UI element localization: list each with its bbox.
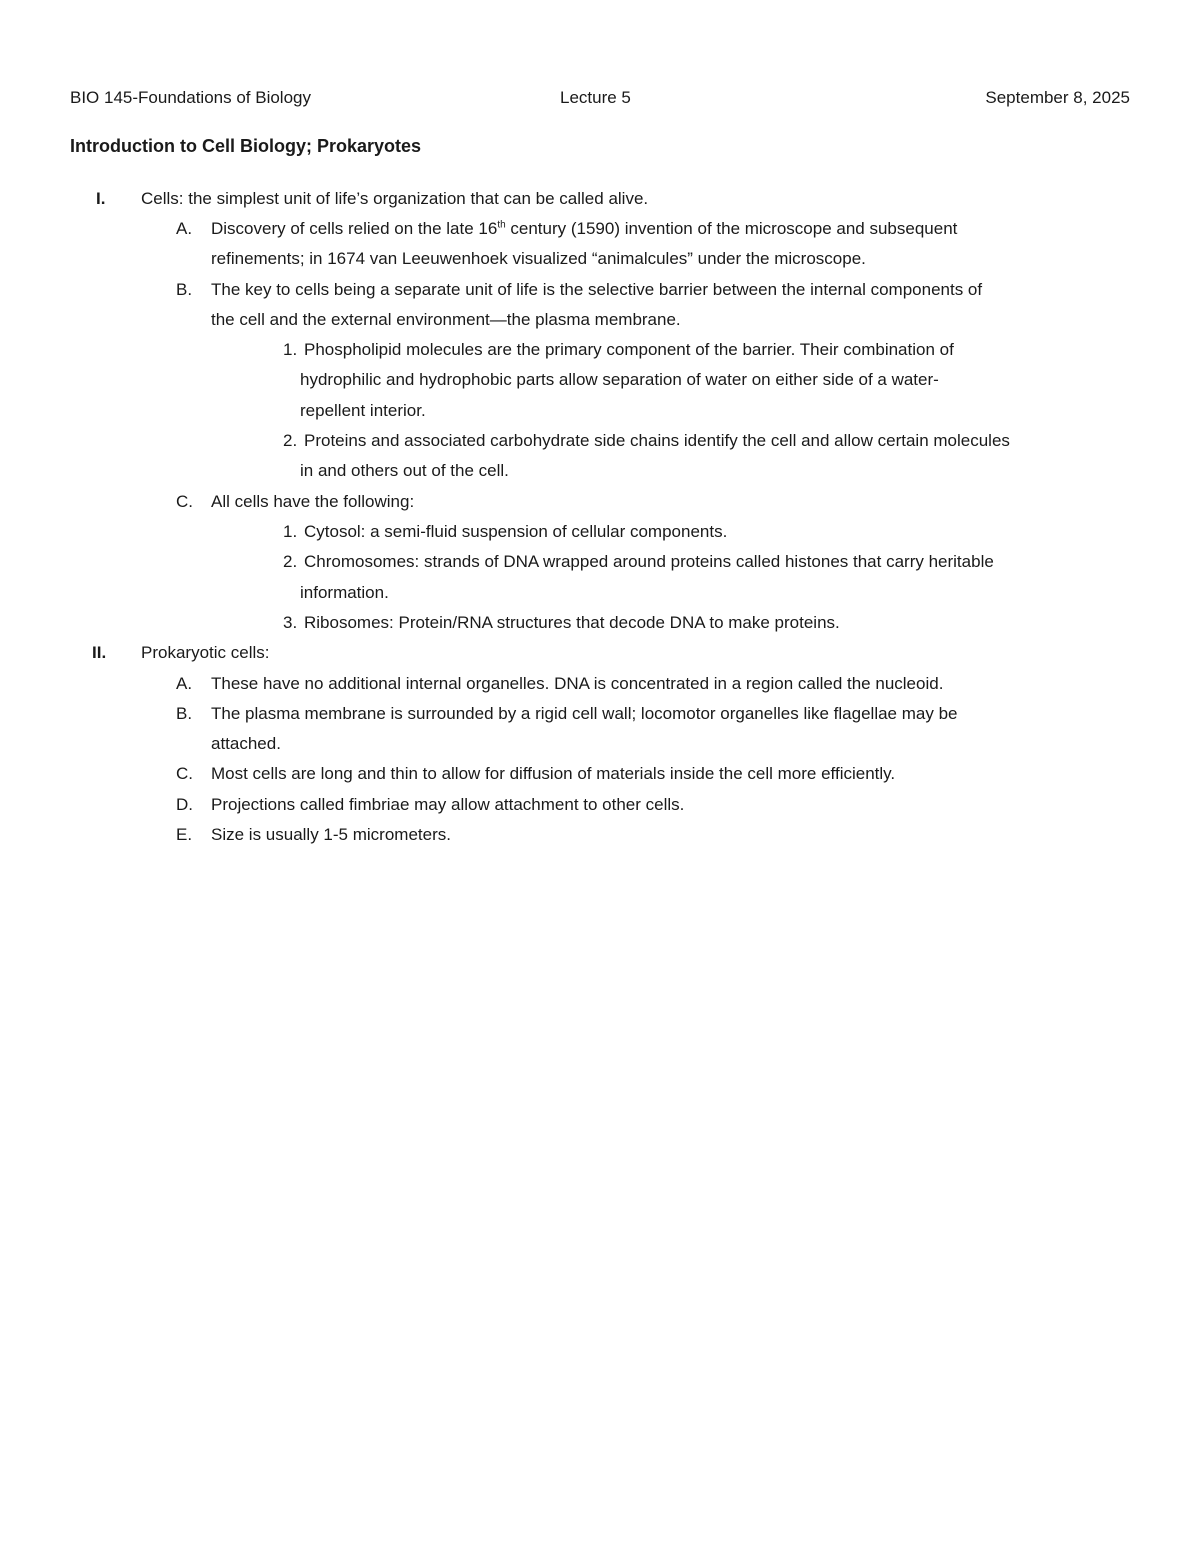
subitem-marker: 1. (283, 340, 298, 359)
document-title: Introduction to Cell Biology; Prokaryotes (70, 136, 422, 156)
list-item-line: Cytosol: a semi-fluid suspension of cellular components. (304, 522, 728, 541)
item-marker: D. (176, 795, 193, 814)
item-marker: B. (176, 280, 193, 299)
document-header (70, 88, 1130, 112)
list-item-line: Size is usually 1-5 micrometers. (211, 825, 451, 844)
list-item-line: The plasma membrane is surrounded by a rigid cell wall; locomotor organelles like flagellae may be (211, 704, 958, 723)
section-heading: Cells: the simplest unit of life’s organization that can be called alive. (141, 189, 649, 208)
list-item-line: repellent interior. (300, 401, 426, 420)
section-marker: II. (92, 643, 107, 662)
subitem-marker: 1. (283, 522, 298, 541)
lecture-number: Lecture 5 (560, 88, 631, 107)
list-item-line: in and others out of the cell. (300, 461, 509, 480)
item-marker: E. (176, 825, 193, 844)
list-item-text: Discovery of cells relied on the late 16 (211, 219, 498, 238)
list-item-line: Projections called fimbriae may allow attachment to other cells. (211, 795, 685, 814)
list-item-line: Proteins and associated carbohydrate side chains identify the cell and allow certain molecules (304, 431, 1010, 450)
item-marker: B. (176, 704, 193, 723)
list-item-line: Ribosomes: Protein/RNA structures that decode DNA to make proteins. (304, 613, 840, 632)
list-item-line: Phospholipid molecules are the primary component of the barrier. Their combination of (304, 340, 954, 359)
item-marker: C. (176, 492, 193, 511)
list-item-line: The key to cells being a separate unit of life is the selective barrier between the internal components of (211, 280, 983, 299)
list-item-text: century (1590) invention of the microscope and subsequent (505, 219, 958, 238)
lecture-date: September 8, 2025 (985, 88, 1130, 107)
list-item-line: Chromosomes: strands of DNA wrapped around proteins called histones that carry heritable (304, 552, 994, 571)
subitem-marker: 3. (283, 613, 298, 632)
section-heading: Prokaryotic cells: (141, 643, 270, 662)
superscript: th (497, 219, 506, 231)
subitem-marker: 2. (283, 431, 298, 450)
list-item-line: the cell and the external environment—the plasma membrane. (211, 310, 681, 329)
list-item-line: information. (300, 583, 389, 602)
list-item-line: refinements; in 1674 van Leeuwenhoek visualized “animalcules” under the microscope. (211, 249, 866, 268)
list-item-line: attached. (211, 734, 281, 753)
section-marker: I. (96, 189, 106, 208)
item-marker: C. (176, 764, 193, 783)
item-marker: A. (176, 219, 193, 238)
list-item-line (211, 218, 957, 240)
item-marker: A. (176, 674, 193, 693)
subitem-marker: 2. (283, 552, 298, 571)
course-name: BIO 145-Foundations of Biology (70, 88, 311, 107)
list-item-line: All cells have the following: (211, 492, 415, 511)
list-item-line: Most cells are long and thin to allow for diffusion of materials inside the cell more efficiently. (211, 764, 896, 783)
list-item-line: These have no additional internal organelles. DNA is concentrated in a region called the nucleoid. (211, 674, 944, 693)
list-item-line: hydrophilic and hydrophobic parts allow separation of water on either side of a water- (300, 370, 939, 389)
